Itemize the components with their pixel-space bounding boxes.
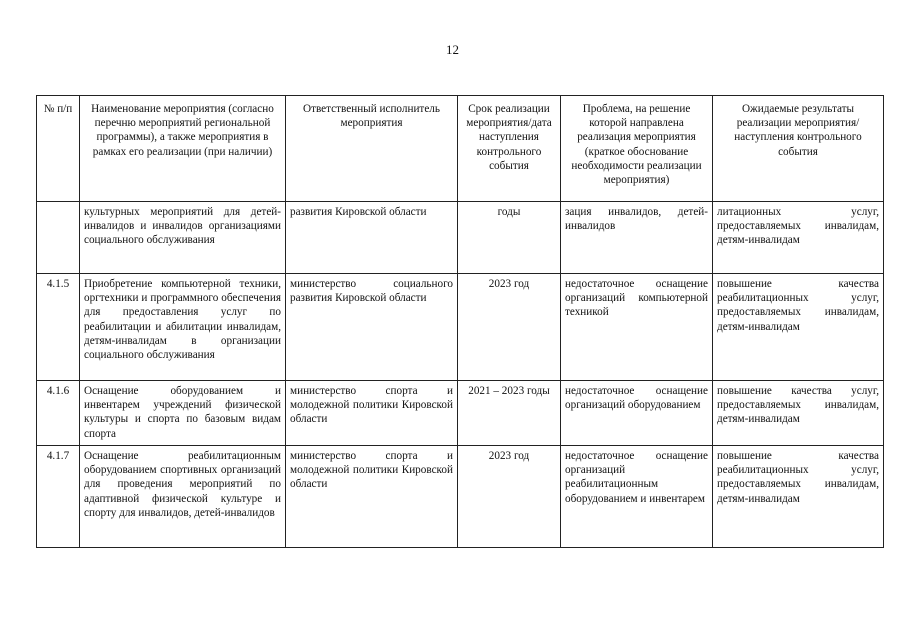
cell-responsible: министерство социального развития Кировской области — [286, 274, 458, 381]
cell-expected-result: литационных услуг, предоставляемых инвалидам, детям-инвалидам — [713, 202, 884, 274]
cell-term: 2023 год — [458, 274, 561, 381]
header-responsible: Ответственный исполнитель мероприятия — [286, 96, 458, 202]
table-header-row — [37, 96, 884, 202]
cell-number — [37, 202, 80, 274]
cell-problem: зация инвалидов, детей-инвалидов — [561, 202, 713, 274]
cell-expected-result: повышение качества реабилитационных услуг, предоставляемых инвалидам, детям-инвалидам — [713, 274, 884, 381]
cell-expected-result: повышение качества услуг, предоставляемых инвалидам, детям-инвалидам — [713, 381, 884, 446]
cell-responsible: министерство спорта и молодежной политики Кировской области — [286, 381, 458, 446]
cell-term: 2023 год — [458, 446, 561, 548]
cell-number: 4.1.5 — [37, 274, 80, 381]
cell-responsible: развития Кировской области — [286, 202, 458, 274]
table-row — [37, 446, 884, 548]
cell-term: 2021 – 2023 годы — [458, 381, 561, 446]
table-row — [37, 274, 884, 381]
cell-number: 4.1.7 — [37, 446, 80, 548]
cell-term: годы — [458, 202, 561, 274]
cell-problem: недостаточное оснащение организаций реабилитационным оборудованием и инвентарем — [561, 446, 713, 548]
cell-measure-name: культурных мероприятий для детей-инвалидов и инвалидов организациями социального обслуживания — [80, 202, 286, 274]
cell-expected-result: повышение качества реабилитационных услуг, предоставляемых инвалидам, детям-инвалидам — [713, 446, 884, 548]
page-number: 12 — [446, 42, 459, 57]
cell-problem: недостаточное оснащение организаций компьютерной техникой — [561, 274, 713, 381]
measures-table — [36, 95, 884, 548]
cell-measure-name: Приобретение компьютерной техники, оргтехники и программного обеспечения для предоставления услуг по реабилитации и абилитации инвалидам, детям-инвалидам в организации социального обслуживания — [80, 274, 286, 381]
header-expected-result: Ожидаемые результаты реализации мероприятия/наступления контрольного события — [713, 96, 884, 202]
table-row — [37, 202, 884, 274]
cell-measure-name: Оснащение оборудованием и инвентарем учреждений физической культуры и спорта по базовым видам спорта — [80, 381, 286, 446]
header-term: Срок реализации мероприятия/дата наступления контрольного события — [458, 96, 561, 202]
table-row — [37, 381, 884, 446]
cell-problem: недостаточное оснащение организаций оборудованием — [561, 381, 713, 446]
cell-responsible: министерство спорта и молодежной политики Кировской области — [286, 446, 458, 548]
cell-number: 4.1.6 — [37, 381, 80, 446]
cell-measure-name: Оснащение реабилитационным оборудованием спортивных организаций для проведения мероприятий по адаптивной физической культуре и спорту для инвалидов, детей-инвалидов — [80, 446, 286, 548]
header-measure-name: Наименование мероприятия (согласно перечню мероприятий региональной программы), а также мероприятия в рамках его реализации (при наличии) — [80, 96, 286, 202]
header-problem: Проблема, на решение которой направлена реализация мероприятия (краткое обоснование необходимости реализации мероприятия) — [561, 96, 713, 202]
header-number: № п/п — [37, 96, 80, 202]
